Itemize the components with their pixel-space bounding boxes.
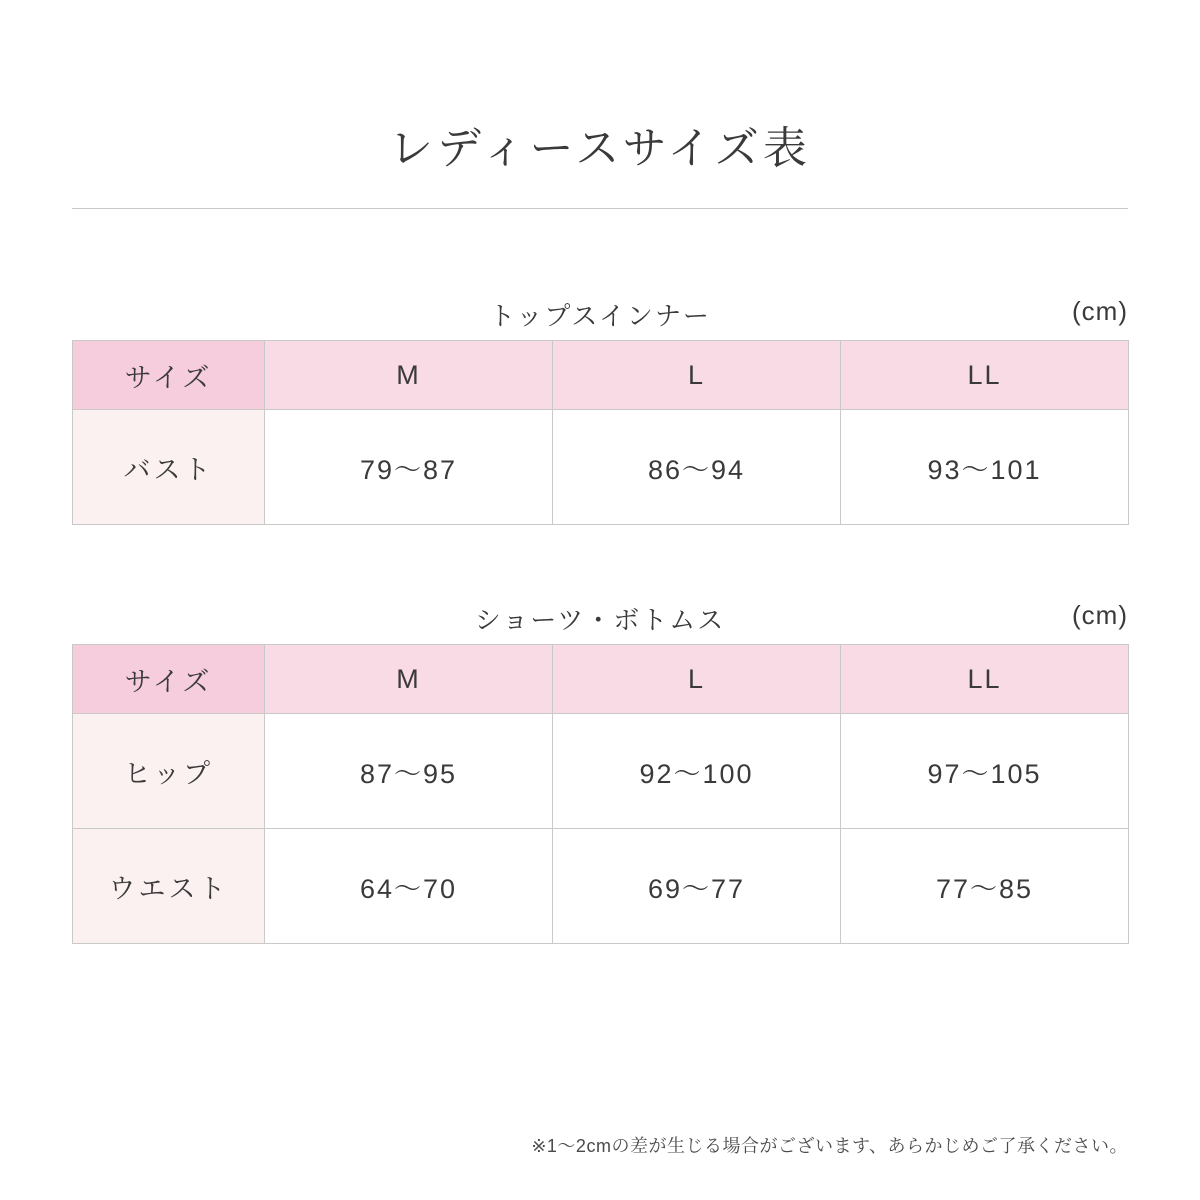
cell-waist-l: 69〜77 (553, 829, 841, 944)
table-row (73, 410, 1129, 525)
column-header-m: M (265, 341, 553, 410)
column-header-m: M (265, 645, 553, 714)
table-header-row (73, 341, 1129, 410)
cell-hip-m: 87〜95 (265, 714, 553, 829)
cell-hip-ll: 97〜105 (841, 714, 1129, 829)
section-shorts-bottoms (72, 600, 1128, 944)
section-caption-tops: トップスインナー (489, 301, 711, 331)
column-header-l: L (553, 645, 841, 714)
column-header-size: サイズ (73, 645, 265, 714)
row-label-bust: バスト (73, 410, 265, 525)
column-header-size: サイズ (73, 341, 265, 410)
title-block (72, 112, 1128, 209)
section-caption-bottoms: ショーツ・ボトムス (474, 605, 726, 635)
footnote: ※1〜2cmの差が生じる場合がございます、あらかじめご了承ください。 (531, 1136, 1128, 1156)
table-row (73, 714, 1129, 829)
title-divider (72, 208, 1128, 209)
row-label-hip: ヒップ (73, 714, 265, 829)
cell-bust-m: 79〜87 (265, 410, 553, 525)
cell-bust-l: 86〜94 (553, 410, 841, 525)
cell-waist-ll: 77〜85 (841, 829, 1129, 944)
cell-waist-m: 64〜70 (265, 829, 553, 944)
section-header-bottoms (72, 600, 1128, 644)
table-row (73, 829, 1129, 944)
column-header-ll: LL (841, 341, 1129, 410)
section-header-tops (72, 296, 1128, 340)
column-header-ll: LL (841, 645, 1129, 714)
cell-hip-l: 92〜100 (553, 714, 841, 829)
size-table-tops (72, 340, 1129, 525)
cell-bust-ll: 93〜101 (841, 410, 1129, 525)
size-table-bottoms (72, 644, 1129, 944)
section-unit-bottoms: (cm) (1072, 600, 1128, 630)
column-header-l: L (553, 341, 841, 410)
table-header-row (73, 645, 1129, 714)
row-label-waist: ウエスト (73, 829, 265, 944)
section-tops-inner (72, 296, 1128, 525)
page-title: レディースサイズ表 (389, 124, 811, 173)
section-unit-tops: (cm) (1072, 296, 1128, 326)
